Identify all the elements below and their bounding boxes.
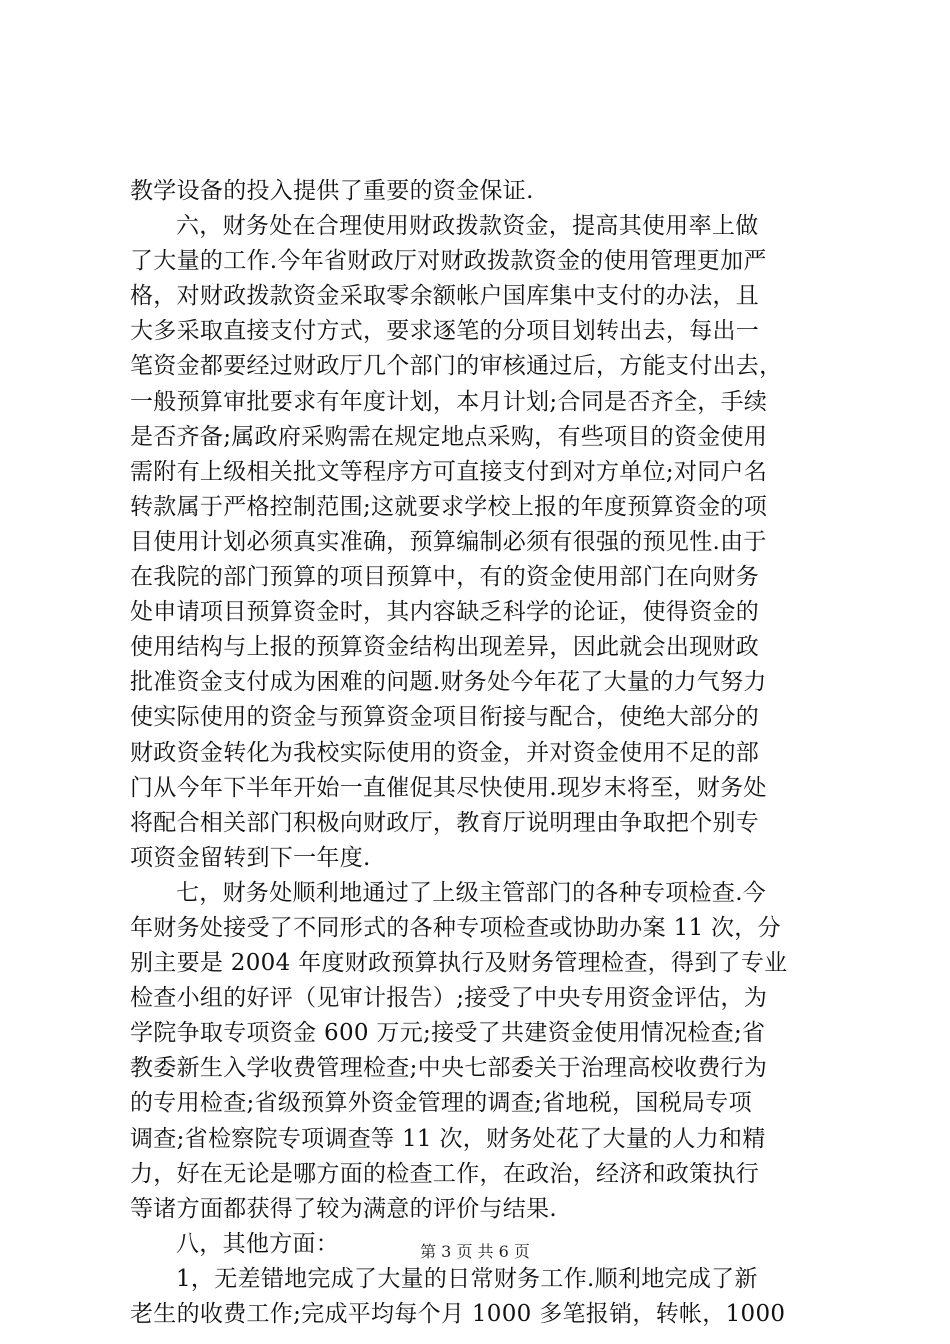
text-line: 1，无差错地完成了大量的日常财务工作.顺利地完成了新 xyxy=(176,1265,758,1292)
text-line: 财政资金转化为我校实际使用的资金，并对资金使用不足的部 xyxy=(130,739,760,766)
text-line: 是否齐备;属政府采购需在规定地点采购，有些项目的资金使用 xyxy=(130,423,768,450)
text-line: 处申请项目预算资金时，其内容缺乏科学的论证，使得资金的 xyxy=(130,599,760,626)
text-line: 使用结构与上报的预算资金结构出现差异，因此就会出现财政 xyxy=(130,634,760,661)
text-line: 六，财务处在合理使用财政拨款资金，提高其使用率上做 xyxy=(176,213,759,240)
text-line: 教学设备的投入提供了重要的资金保证. xyxy=(130,178,534,204)
text-line: 等诸方面都获得了较为满意的评价与结果. xyxy=(130,1195,558,1222)
text-line: 将配合相关部门积极向财政厅，教育厅说明理由争取把个别专 xyxy=(130,809,760,836)
text-line: 一般预算审批要求有年度计划，本月计划;合同是否齐全，手续 xyxy=(130,388,768,415)
text-line: 检查小组的好评（见审计报告）;接受了中央专用资金评估，为 xyxy=(130,985,768,1012)
text-line: 调查;省检察院专项调查等 11 次，财务处花了大量的人力和精 xyxy=(130,1125,766,1152)
text-line: 八，其他方面： xyxy=(176,1230,340,1257)
text-line: 门从今年下半年开始一直催促其尽快使用.现岁末将至，财务处 xyxy=(130,774,767,801)
text-line: 力，好在无论是哪方面的检查工作，在政治，经济和政策执行 xyxy=(130,1160,760,1187)
text-line: 在我院的部门预算的项目预算中，有的资金使用部门在向财务 xyxy=(130,564,760,591)
text-line: 大多采取直接支付方式，要求逐笔的分项目划转出去，每出一 xyxy=(130,318,760,345)
text-line: 了大量的工作.今年省财政厅对财政拨款资金的使用管理更加严 xyxy=(130,248,767,275)
text-line: 笔资金都要经过财政厅几个部门的审核通过后，方能支付出去， xyxy=(130,353,783,380)
text-line: 的专用检查;省级预算外资金管理的调查;省地税，国税局专项 xyxy=(130,1090,752,1117)
text-line: 转款属于严格控制范围;这就要求学校上报的年度预算资金的项 xyxy=(130,493,768,520)
text-line: 年财务处接受了不同形式的各种专项检查或协助办案 11 次，分 xyxy=(130,914,781,941)
text-line: 目使用计划必须真实准确，预算编制必须有很强的预见性.由于 xyxy=(130,528,767,555)
text-line: 批准资金支付成为困难的问题.财务处今年花了大量的力气努力 xyxy=(130,669,767,696)
page-footer: 第 3 页 共 6 页 xyxy=(420,1242,530,1261)
text-line: 学院争取专项资金 600 万元;接受了共建资金使用情况检查;省 xyxy=(130,1020,766,1047)
text-line: 别主要是 2004 年度财政预算执行及财务管理检查，得到了专业 xyxy=(130,950,788,977)
text-line: 需附有上级相关批文等程序方可直接支付到对方单位;对同户名 xyxy=(130,458,768,485)
text-line: 使实际使用的资金与预算资金项目衔接与配合，使绝大部分的 xyxy=(130,704,760,731)
text-line: 格，对财政拨款资金采取零余额帐户国库集中支付的办法，且 xyxy=(130,283,760,310)
text-line: 七，财务处顺利地通过了上级主管部门的各种专项检查.今 xyxy=(176,879,767,906)
text-line: 项资金留转到下一年度. xyxy=(130,844,371,871)
text-line: 老生的收费工作;完成平均每个月 1000 多笔报销，转帐，1000 xyxy=(130,1301,786,1327)
text-line: 教委新生入学收费管理检查;中央七部委关于治理高校收费行为 xyxy=(130,1055,768,1082)
document-body xyxy=(130,174,830,1332)
